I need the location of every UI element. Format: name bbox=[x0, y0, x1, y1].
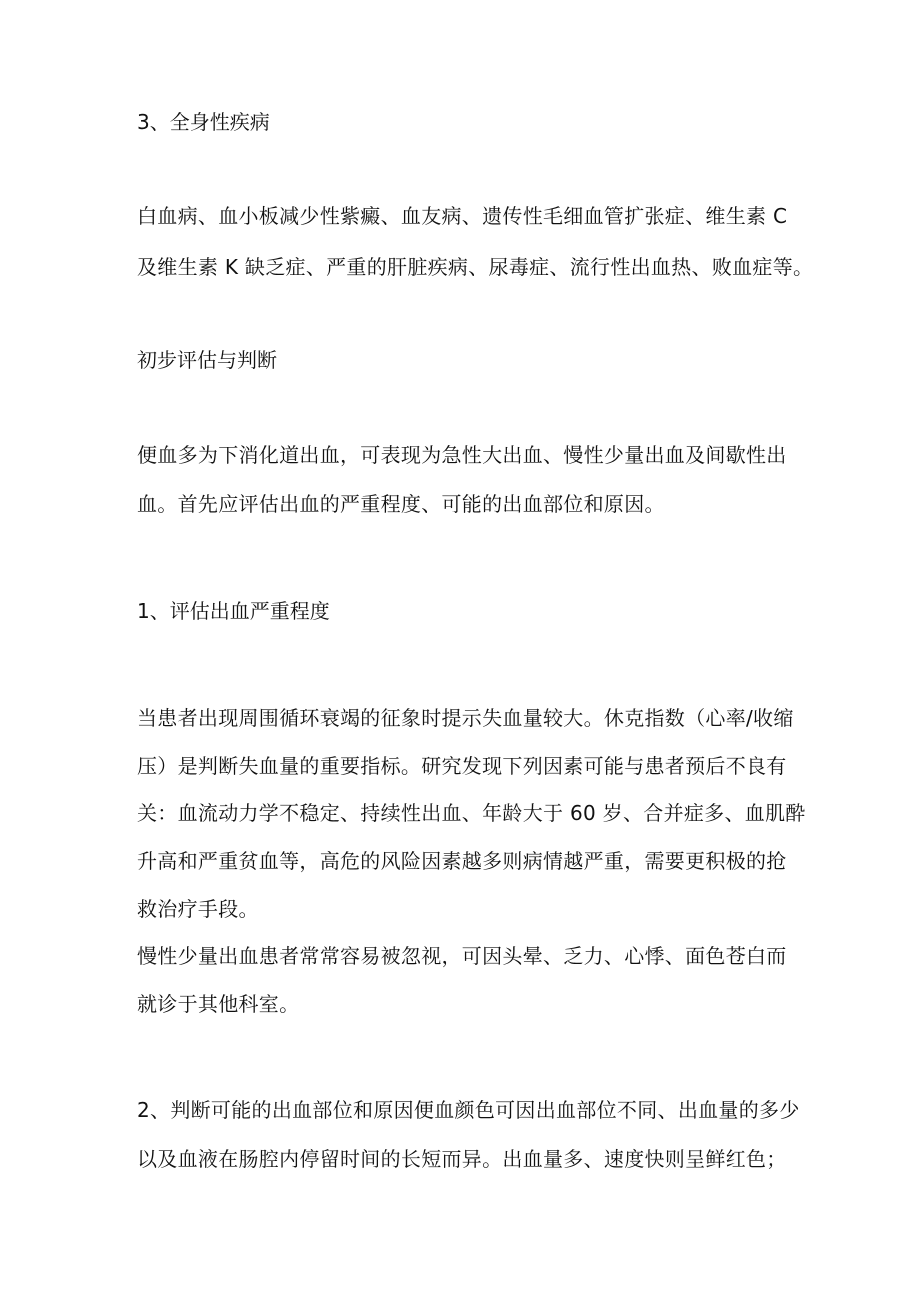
paragraph-line: 关：血流动力学不稳定、持续性出血、年龄大于 60 岁、合并症多、血肌酔 bbox=[137, 801, 806, 825]
paragraph-line: 血。首先应评估出血的严重程度、可能的出血部位和原因。 bbox=[137, 492, 665, 516]
paragraph-line: 便血多为下消化道出血，可表现为急性大出血、慢性少量出血及间歇性出 bbox=[137, 443, 787, 467]
paragraph-line: 2、判断可能的出血部位和原因便血颜色可因出血部位不同、出血量的多少 bbox=[137, 1098, 800, 1122]
paragraph-line: 就诊于其他科室。 bbox=[137, 992, 300, 1016]
paragraph-line: 当患者出现周围循环衰竭的征象时提示失血量较大。休克指数（心率/收缩 bbox=[137, 706, 794, 730]
paragraph-line: 升高和严重贫血等，高危的风险因素越多则病情越严重，需要更积极的抢 bbox=[137, 849, 787, 873]
section-heading-systemic-diseases: 3、全身性疾病 bbox=[137, 110, 270, 134]
paragraph-line: 慢性少量出血患者常常容易被忽视，可因头晕、乏力、心悸、面色苍白而 bbox=[137, 944, 787, 968]
paragraph-line: 白血病、血小板减少性紫癜、血友病、遗传性毛细血管扩张症、维生素 C bbox=[137, 204, 788, 228]
paragraph-line: 救治疗手段。 bbox=[137, 897, 259, 921]
paragraph-line: 压）是判断失血量的重要指标。研究发现下列因素可能与患者预后不良有 bbox=[137, 754, 787, 778]
paragraph-line: 以及血液在肠腔内停留时间的长短而异。出血量多、速度快则呈鲜红色； bbox=[137, 1147, 787, 1171]
section-heading-initial-assessment: 初步评估与判断 bbox=[137, 348, 277, 372]
paragraph-line: 及维生素 K 缺乏症、严重的肝脏疾病、尿毒症、流行性出血热、败血症等。 bbox=[137, 255, 814, 279]
section-heading-assess-severity: 1、评估出血严重程度 bbox=[137, 599, 330, 623]
